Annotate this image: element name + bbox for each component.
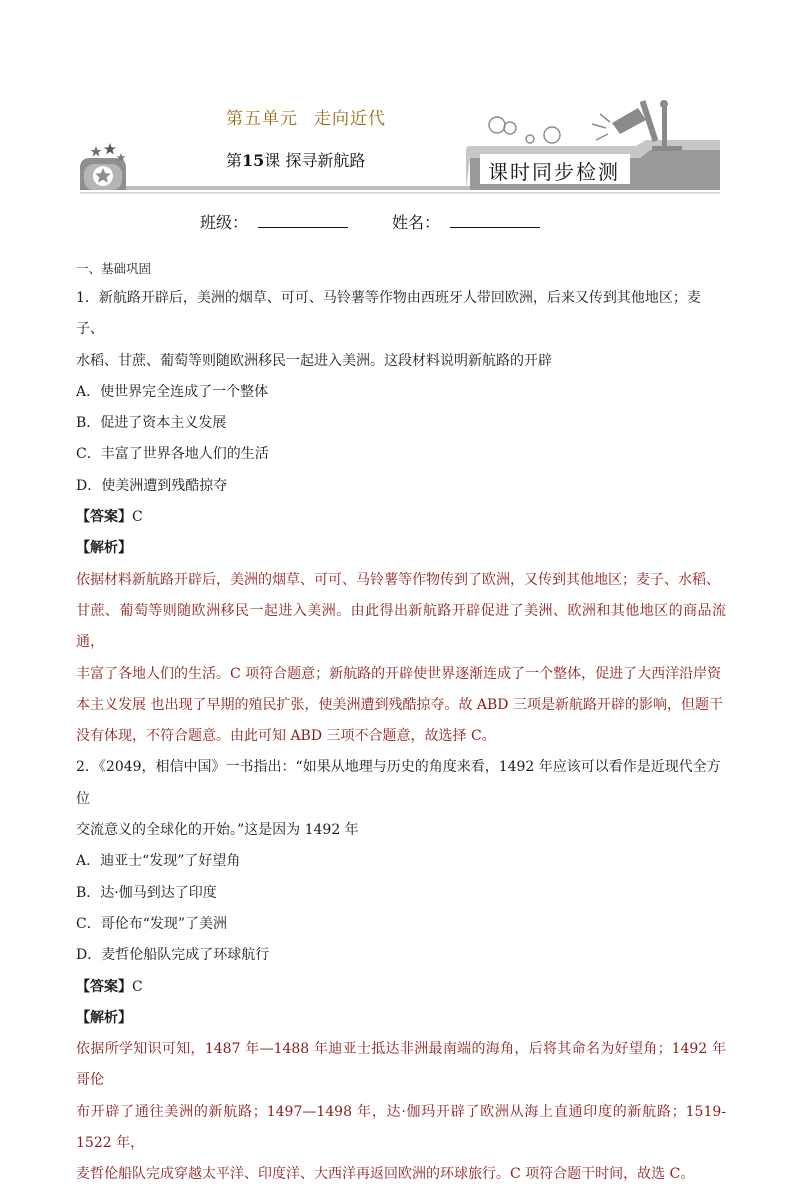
name-label: 姓名： (392, 213, 441, 232)
section-title: 一、基础巩固 (76, 261, 152, 276)
header-banner (0, 0, 794, 205)
badge-label: 课时同步检测 (488, 160, 620, 184)
analysis-label: 【解析】 (76, 1009, 132, 1026)
analysis-line: 依据材料新航路开辟后，美洲的烟草、可可、马铃薯等作物传到了欧洲，又传到其他地区；麦子、水稻、 (76, 571, 720, 588)
question-line: 2．《2049，相信中国》一书指出：“如果从地理与历史的角度来看，1492 年应该可以看作是近现代全方位 (76, 759, 721, 807)
lesson-suffix: 课 (264, 151, 281, 170)
class-blank[interactable] (258, 211, 348, 228)
worksheet-content (76, 258, 726, 1191)
analysis-line: 没有体现，不符合题意。由此可知 ABD 三项不合题意，故选择 C。 (76, 728, 496, 745)
lesson-number: 15 (242, 151, 265, 170)
question-2 (76, 752, 726, 1190)
option-c: C．丰富了世界各地人们的生活 (76, 446, 269, 463)
answer-label: 【答案】 (76, 978, 132, 995)
name-blank[interactable] (450, 211, 540, 228)
question-line: 1．新航路开辟后，美洲的烟草、可可、马铃薯等作物由西班牙人带回欧洲，后来又传到其他地区；麦子、 (76, 290, 701, 338)
analysis-line: 布开辟了通往美洲的新航路；1497—1498 年，达·伽玛开辟了欧洲从海上直通印度的新航路；1519-1522 年， (76, 1103, 726, 1152)
lesson-title (226, 148, 365, 171)
star-badge-icon (80, 143, 126, 190)
option-d: D．使美洲遭到残酷掠夺 (76, 477, 228, 494)
analysis-line: 本主义发展 也出现了早期的殖民扩张，使美洲遭到残酷掠夺。故 ABD 三项是新航路开辟的影响，但题干 (76, 696, 723, 713)
answer-value: C (132, 509, 143, 526)
option-b: B．达·伽马到达了印度 (76, 884, 217, 901)
answer-line (76, 502, 726, 533)
option-a: A．迪亚士“发现”了好望角 (76, 853, 241, 870)
answer-value: C (132, 978, 143, 995)
question-1 (76, 283, 726, 752)
question-line: 交流意义的全球化的开始。”这是因为 1492 年 (76, 822, 359, 839)
analysis-label: 【解析】 (76, 540, 132, 557)
name-field (392, 210, 540, 233)
banner-graphic (0, 0, 794, 205)
lesson-name: 探寻新航路 (285, 151, 366, 170)
unit-title (226, 104, 386, 129)
analysis-line: 依据所学知识可知，1487 年—1488 年迪亚士抵达非洲最南端的海角，后将其命名为好望角；1492 年哥伦 (76, 1041, 726, 1089)
option-d: D．麦哲伦船队完成了环球航行 (76, 947, 270, 964)
option-c: C．哥伦布“发现”了美洲 (76, 915, 228, 932)
analysis-line: 丰富了各地人们的生活。C 项符合题意；新航路的开辟使世界逐渐连成了一个整体，促进了大西洋沿岸资 (76, 665, 722, 682)
class-label: 班级： (200, 213, 249, 232)
unit-topic: 走向近代 (314, 109, 386, 129)
question-line: 水稻、甘蔗、葡萄等则随欧洲移民一起进入美洲。这段材料说明新航路的开辟 (76, 352, 552, 369)
answer-line (76, 972, 726, 1003)
analysis-line: 甘蔗、葡萄等则随欧洲移民一起进入美洲。由此得出新航路开辟促进了美洲、欧洲和其他地区的商品流通， (76, 602, 726, 651)
lesson-prefix: 第 (226, 151, 243, 170)
answer-label: 【答案】 (76, 509, 132, 526)
analysis-line: 麦哲伦船队完成穿越太平洋、印度洋、大西洋再返回欧洲的环球旅行。C 项符合题干时间，故选 C。 (76, 1166, 695, 1183)
option-a: A．使世界完全连成了一个整体 (76, 383, 269, 400)
option-b: B．促进了资本主义发展 (76, 415, 227, 432)
class-field (200, 210, 348, 233)
unit-number: 第五单元 (226, 109, 298, 129)
bubbles-icon (489, 117, 560, 143)
